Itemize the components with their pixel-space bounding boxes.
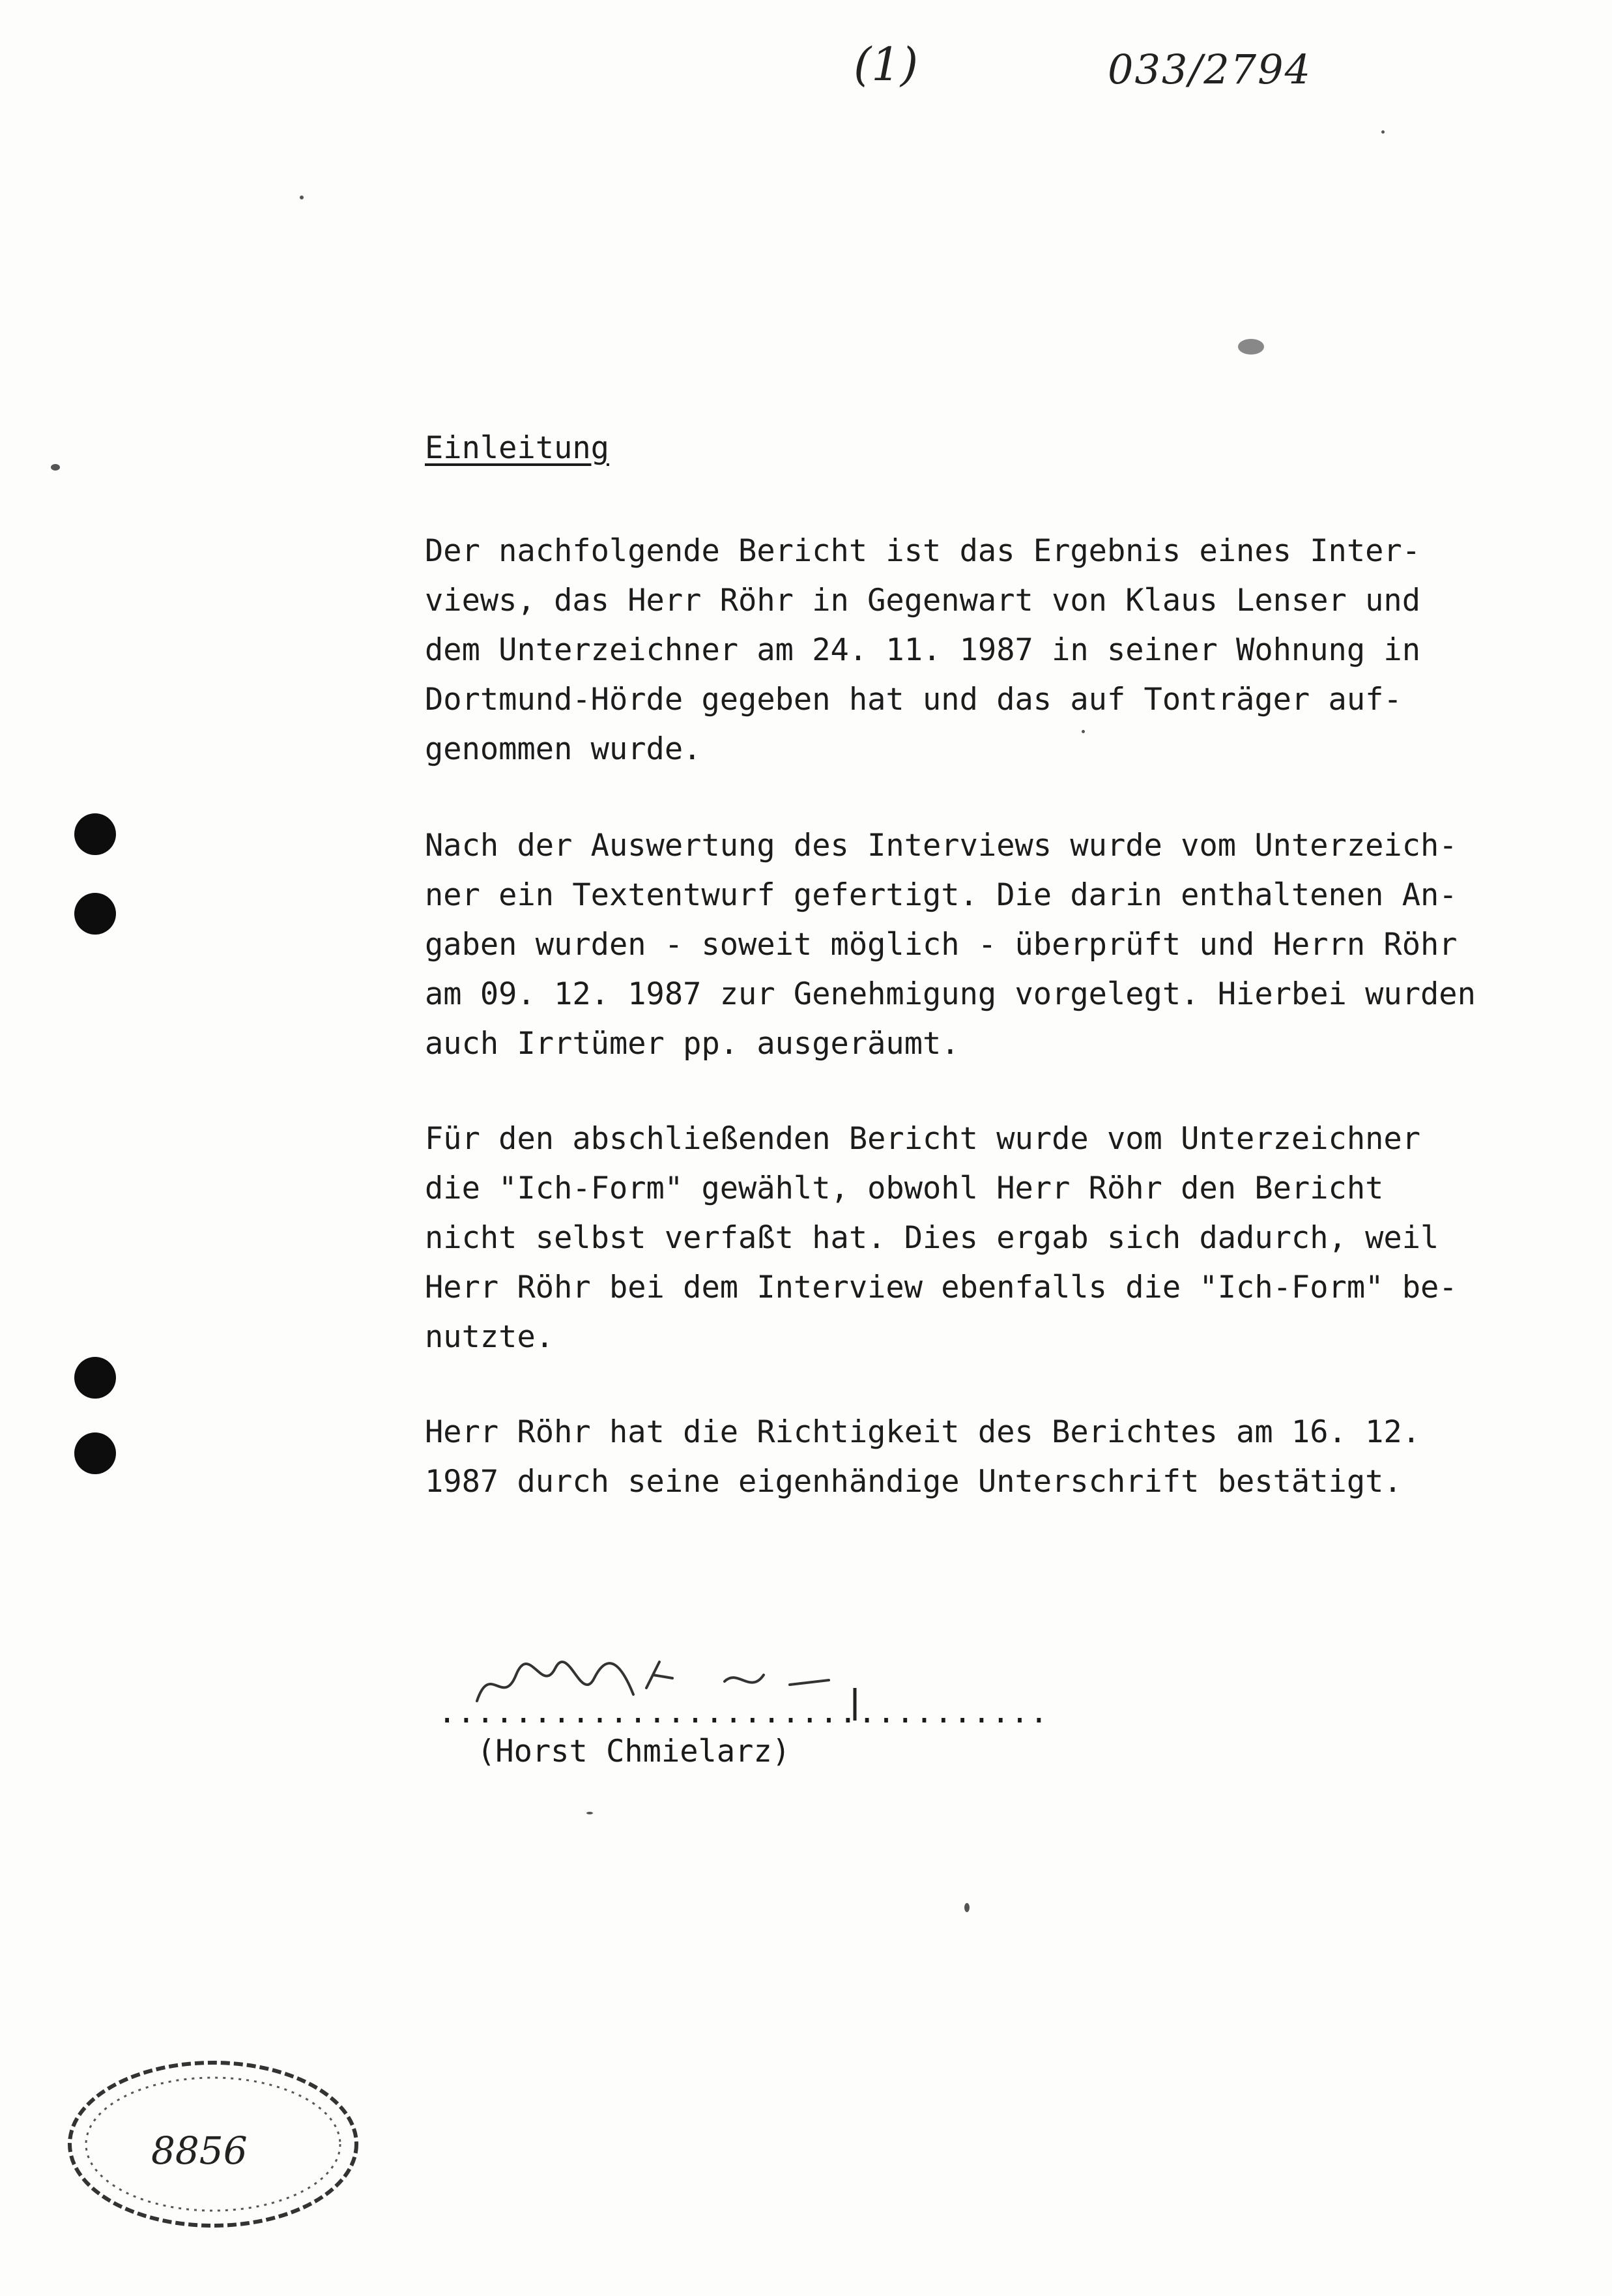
scan-speck [964, 1903, 970, 1912]
punch-hole [74, 1357, 116, 1399]
signature-line: ................................ [438, 1694, 1049, 1730]
punch-hole [74, 1432, 116, 1474]
text-line: dem Unterzeichner am 24. 11. 1987 in seiner Wohnung in [425, 632, 1421, 668]
archive-stamp [60, 2053, 366, 2235]
stamp-number: 8856 [151, 2129, 248, 2173]
text-line: genommen wurde. [425, 731, 702, 767]
paragraph-2 [425, 821, 1611, 1069]
scan-speck [1381, 130, 1385, 134]
text-line: Dortmund-Hörde gegeben hat und das auf Tonträger auf- [425, 682, 1402, 718]
paragraph-1 [425, 527, 1611, 774]
section-heading: Einleitung [425, 430, 609, 466]
scan-speck [1082, 730, 1085, 733]
text-line: die "Ich-Form" gewählt, obwohl Herr Röhr den Bericht [425, 1170, 1384, 1206]
text-line: auch Irrtümer pp. ausgeräumt. [425, 1026, 960, 1062]
text-line: am 09. 12. 1987 zur Genehmigung vorgelegt. Hierbei wurden [425, 976, 1476, 1012]
text-line: Herr Röhr hat die Richtigkeit des Berichtes am 16. 12. [425, 1414, 1421, 1450]
scan-speck [300, 196, 304, 199]
text-line: ner ein Textentwurf gefertigt. Die darin enthaltenen An- [425, 877, 1458, 913]
text-line: Nach der Auswertung des Interviews wurde vom Unterzeich- [425, 828, 1458, 864]
text-line: nicht selbst verfaßt hat. Dies ergab sich dadurch, weil [425, 1220, 1439, 1256]
signatory-name: (Horst Chmielarz) [477, 1734, 791, 1769]
text-line: Herr Röhr bei dem Interview ebenfalls die "Ich-Form" be- [425, 1270, 1458, 1305]
text-line: nutzte. [425, 1319, 554, 1355]
text-line: views, das Herr Röhr in Gegenwart von Klaus Lenser und [425, 583, 1421, 618]
text-line: Der nachfolgende Bericht ist das Ergebnis eines Inter- [425, 533, 1421, 569]
archive-number: 033/2794 [1108, 46, 1312, 93]
text-line: Für den abschließenden Bericht wurde vom Unterzeichner [425, 1121, 1421, 1157]
paragraph-3 [425, 1114, 1611, 1362]
paragraph-4 [425, 1408, 1611, 1507]
text-line: 1987 durch seine eigenhändige Unterschrift bestätigt. [425, 1464, 1402, 1500]
punch-hole [74, 893, 116, 935]
page-number: (1) [854, 38, 919, 91]
punch-hole [74, 813, 116, 855]
scan-speck [586, 1812, 593, 1814]
scan-speck [51, 464, 60, 471]
text-line: gaben wurden - soweit möglich - überprüft und Herrn Röhr [425, 927, 1458, 963]
scan-speck [1238, 339, 1264, 355]
